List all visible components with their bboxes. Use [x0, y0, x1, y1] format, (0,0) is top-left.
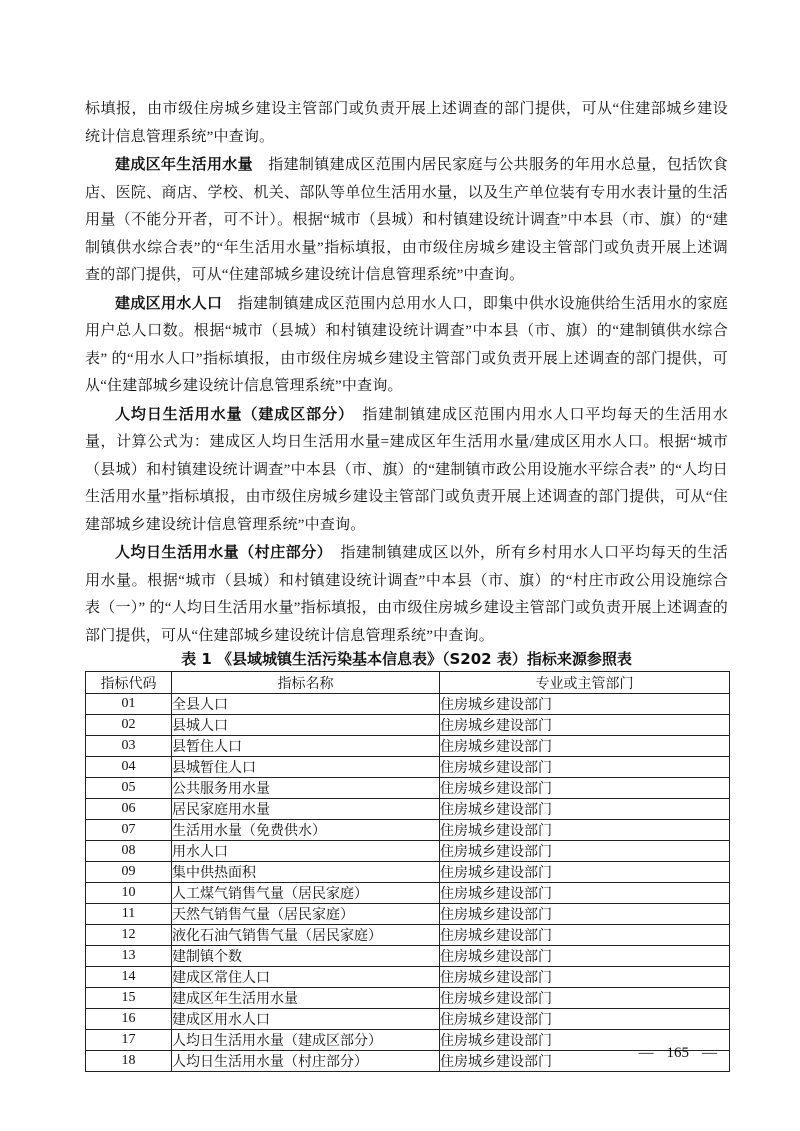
table-row [86, 967, 730, 988]
indicator-name: 人工煤气销售气量（居民家庭） [172, 883, 440, 904]
indicator-dept: 住房城乡建设部门 [440, 694, 730, 715]
paragraph [85, 539, 728, 650]
table-row [86, 946, 730, 967]
indicator-dept: 住房城乡建设部门 [440, 757, 730, 778]
paragraph-text: 标填报，由市级住房城乡建设主管部门或负责开展上述调查的部门提供，可从“住建部城乡建设统计信息管理系统”中查询。 [85, 101, 728, 145]
table-row [86, 778, 730, 799]
indicator-dept: 住房城乡建设部门 [440, 841, 730, 862]
indicator-code: 16 [86, 1009, 172, 1030]
indicator-code: 17 [86, 1030, 172, 1051]
table-row [86, 757, 730, 778]
heading-separator [346, 407, 362, 423]
indicator-code: 13 [86, 946, 172, 967]
column-header-dept: 专业或主管部门 [440, 672, 730, 694]
table-row [86, 988, 730, 1009]
indicator-name: 建成区年生活用水量 [172, 988, 440, 1009]
indicator-code: 14 [86, 967, 172, 988]
indicator-name: 集中供热面积 [172, 862, 440, 883]
indicator-code: 04 [86, 757, 172, 778]
indicator-dept: 住房城乡建设部门 [440, 904, 730, 925]
indicator-name: 液化石油气销售气量（居民家庭） [172, 925, 440, 946]
indicator-name: 人均日生活用水量（建成区部分） [172, 1030, 440, 1051]
paragraph-text: 指建制镇建成区以外，所有乡村用水人口平均每天的生活用水量。根据“城市（县城）和村镇建设统计调查”中本县（市、旗）的“村庄市政公用设施综合表（一）” 的“人均日生活用水量”指标填报，由市级住房城乡建设主管部门或负责开展上述调查的部门提供，可从“住建部城乡建设统计信息管理系统”中查询。 [85, 545, 728, 644]
indicator-dept: 住房城乡建设部门 [440, 715, 730, 736]
indicator-code: 18 [86, 1051, 172, 1072]
indicator-code: 15 [86, 988, 172, 1009]
indicator-dept: 住房城乡建设部门 [440, 946, 730, 967]
heading-separator [222, 296, 237, 312]
indicator-name: 建制镇个数 [172, 946, 440, 967]
indicator-code: 08 [86, 841, 172, 862]
table-row [86, 862, 730, 883]
indicator-name: 公共服务用水量 [172, 778, 440, 799]
table-row [86, 904, 730, 925]
paragraph [85, 290, 728, 401]
indicator-name: 建成区常住人口 [172, 967, 440, 988]
heading-separator [253, 157, 268, 173]
indicator-dept: 住房城乡建设部门 [440, 799, 730, 820]
page-number-footer [639, 1044, 718, 1062]
indicator-code: 05 [86, 778, 172, 799]
table-row [86, 883, 730, 904]
indicator-code: 06 [86, 799, 172, 820]
indicator-name: 人均日生活用水量（村庄部分） [172, 1051, 440, 1072]
indicator-code: 11 [86, 904, 172, 925]
indicator-name: 县暂住人口 [172, 736, 440, 757]
paragraph-heading: 人均日生活用水量（建成区部分） [115, 404, 347, 423]
indicator-name: 生活用水量（免费供水） [172, 820, 440, 841]
paragraph-heading: 建成区用水人口 [115, 293, 223, 312]
indicator-code: 12 [86, 925, 172, 946]
body-text [85, 95, 728, 650]
indicator-code: 01 [86, 694, 172, 715]
indicator-source-table [85, 671, 730, 1072]
indicator-dept: 住房城乡建设部门 [440, 1030, 730, 1051]
indicator-dept: 住房城乡建设部门 [440, 1051, 730, 1072]
indicator-name: 县城暂住人口 [172, 757, 440, 778]
table-row [86, 1051, 730, 1072]
indicator-name: 县城人口 [172, 715, 440, 736]
heading-separator [325, 545, 341, 561]
table-row [86, 799, 730, 820]
column-header-code: 指标代码 [86, 672, 172, 694]
column-header-name: 指标名称 [172, 672, 440, 694]
paragraph-text: 指建制镇建成区范围内居民家庭与公共服务的年用水总量，包括饮食店、医院、商店、学校、机关、部队等单位生活用水量，以及生产单位装有专用水表计量的生活用量（不能分开者，可不计）。根据“城市（县城）和村镇建设统计调查”中本县（市、旗）的“建制镇供水综合表”的“年生活用水量”指标填报，由市级住房城乡建设主管部门或负责开展上述调查的部门提供，可从“住建部城乡建设统计信息管理系统”中查询。 [85, 157, 728, 283]
indicator-dept: 住房城乡建设部门 [440, 967, 730, 988]
indicator-dept: 住房城乡建设部门 [440, 820, 730, 841]
footer-right-dash: — [702, 1045, 717, 1061]
table-title: 表 1 《县域城镇生活污染基本信息表》（S202 表）指标来源参照表 [181, 650, 632, 668]
indicator-name: 天然气销售气量（居民家庭） [172, 904, 440, 925]
indicator-code: 03 [86, 736, 172, 757]
page-number: 165 [666, 1045, 689, 1061]
table-row [86, 694, 730, 715]
indicator-name: 居民家庭用水量 [172, 799, 440, 820]
table-row [86, 820, 730, 841]
indicator-name: 全县人口 [172, 694, 440, 715]
table-row [86, 925, 730, 946]
indicator-code: 09 [86, 862, 172, 883]
indicator-dept: 住房城乡建设部门 [440, 1009, 730, 1030]
table-row [86, 841, 730, 862]
indicator-dept: 住房城乡建设部门 [440, 862, 730, 883]
paragraph-heading: 建成区年生活用水量 [115, 155, 253, 173]
table-header-row [86, 672, 730, 694]
indicator-dept: 住房城乡建设部门 [440, 736, 730, 757]
paragraph-heading: 人均日生活用水量（村庄部分） [115, 543, 325, 561]
indicator-code: 07 [86, 820, 172, 841]
indicator-name: 建成区用水人口 [172, 1009, 440, 1030]
indicator-dept: 住房城乡建设部门 [440, 988, 730, 1009]
paragraph-text: 指建制镇建成区范围内总用水人口，即集中供水设施供给生活用水的家庭用户总人口数。根据“城市（县城）和村镇建设统计调查”中本县（市、旗）的“建制镇供水综合表” 的“用水人口”指标填报，由市级住房城乡建设主管部门或负责开展上述调查的部门提供，可从“住建部城乡建设统计信息管理系统”中查询。 [85, 295, 728, 394]
table-row [86, 1030, 730, 1051]
paragraph [85, 151, 728, 290]
indicator-code: 02 [86, 715, 172, 736]
paragraph-text: 指建制镇建成区范围内用水人口平均每天的生活用水量，计算公式为：建成区人均日生活用水量=建成区年生活用水量/建成区用水人口。根据“城市（县城）和村镇建设统计调查”中本县（市、旗）的“建制镇市政公用设施水平综合表” 的“人均日生活用水量”指标填报，由市级住房城乡建设主管部门或负责开展上述调查的部门提供，可从“住建部城乡建设统计信息管理系统”中查询。 [85, 406, 728, 533]
indicator-dept: 住房城乡建设部门 [440, 925, 730, 946]
page-content [85, 95, 728, 1072]
table-row [86, 1009, 730, 1030]
footer-left-dash: — [638, 1045, 654, 1061]
paragraph [85, 401, 728, 540]
indicator-dept: 住房城乡建设部门 [440, 778, 730, 799]
indicator-dept: 住房城乡建设部门 [440, 883, 730, 904]
paragraph [85, 95, 728, 151]
indicator-code: 10 [86, 883, 172, 904]
table-row [86, 715, 730, 736]
indicator-name: 用水人口 [172, 841, 440, 862]
table-row [86, 736, 730, 757]
